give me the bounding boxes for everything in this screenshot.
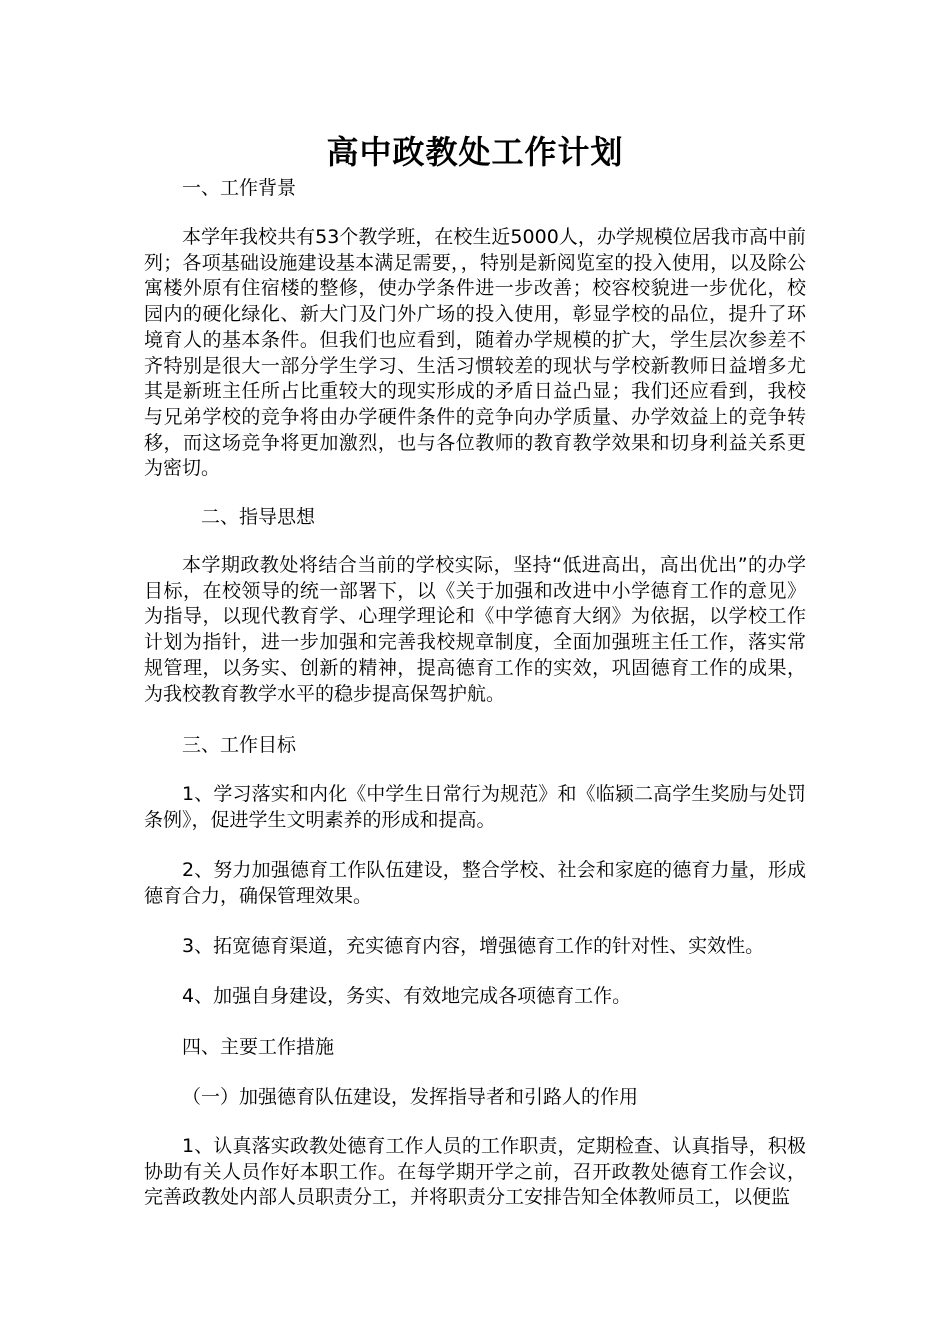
goal-item-1: 1、学习落实和内化《中学生日常行为规范》和《临颍二高学生奖励与处罚条例》，促进学生文明素养的形成和提高。: [144, 783, 806, 831]
section-heading-goals: 三、工作目标: [182, 734, 297, 756]
guiding-paragraph: 本学期政教处将结合当前的学校实际，坚持“低进高出，高出优出”的办学目标，在校领导的统一部署下，以《关于加强和改进中小学德育工作的意见》为指导，以现代教育学、心理学理论和《中学德育大纲》为依据，以学校工作计划为指针，进一步加强和完善我校规章制度，全面加强班主任工作，落实常规管理，以务实、创新的精神，提高德育工作的实效，巩固德育工作的成果，为我校教育教学水平的稳步提高保驾护航。: [144, 554, 806, 705]
document-title: 高中政教处工作计划: [326, 133, 624, 171]
measures-paragraph: 1、认真落实政教处德育工作人员的工作职责，定期检查、认真指导，积极协助有关人员作好本职工作。在每学期开学之前，召开政教处德育工作会议，完善政教处内部人员职责分工，并将职责分工安排告知全体教师员工，以便监: [144, 1135, 806, 1209]
section-heading-background: 一、工作背景: [182, 177, 297, 199]
section-heading-guiding: 二、指导思想: [201, 506, 316, 528]
background-paragraph: 本学年我校共有53个教学班，在校生近5000人，办学规模位居我市高中前列；各项基础设施建设基本满足需要，，特别是新阅览室的投入使用，以及除公寓楼外原有住宿楼的整修，使办学条件进一步改善；校容校貌进一步优化，校园内的硬化绿化、新大门及门外广场的投入使用，彰显学校的品位，提升了环境育人的基本条件。但我们也应看到，随着办学规模的扩大，学生层次参差不齐特别是很大一部分学生学习、生活习惯较差的现状与学校新教师日益增多尤其是新班主任所占比重较大的现实形成的矛盾日益凸显；我们还应看到，我校与兄弟学校的竞争将由办学硬件条件的竞争向办学质量、办学效益上的竞争转移，而这场竞争将更加激烈，也与各位教师的教育教学效果和切身利益关系更为密切。: [144, 226, 806, 480]
section-heading-measures: 四、主要工作措施: [182, 1036, 335, 1058]
goal-item-2: 2、努力加强德育工作队伍建设，整合学校、社会和家庭的德育力量，形成德育合力，确保管理效果。: [144, 859, 806, 907]
goal-item-4: 4、加强自身建设，务实、有效地完成各项德育工作。: [182, 985, 632, 1007]
goal-item-3: 3、拓宽德育渠道，充实德育内容，增强德育工作的针对性、实效性。: [182, 935, 765, 957]
measures-subheading: （一）加强德育队伍建设，发挥指导者和引路人的作用: [182, 1086, 639, 1108]
